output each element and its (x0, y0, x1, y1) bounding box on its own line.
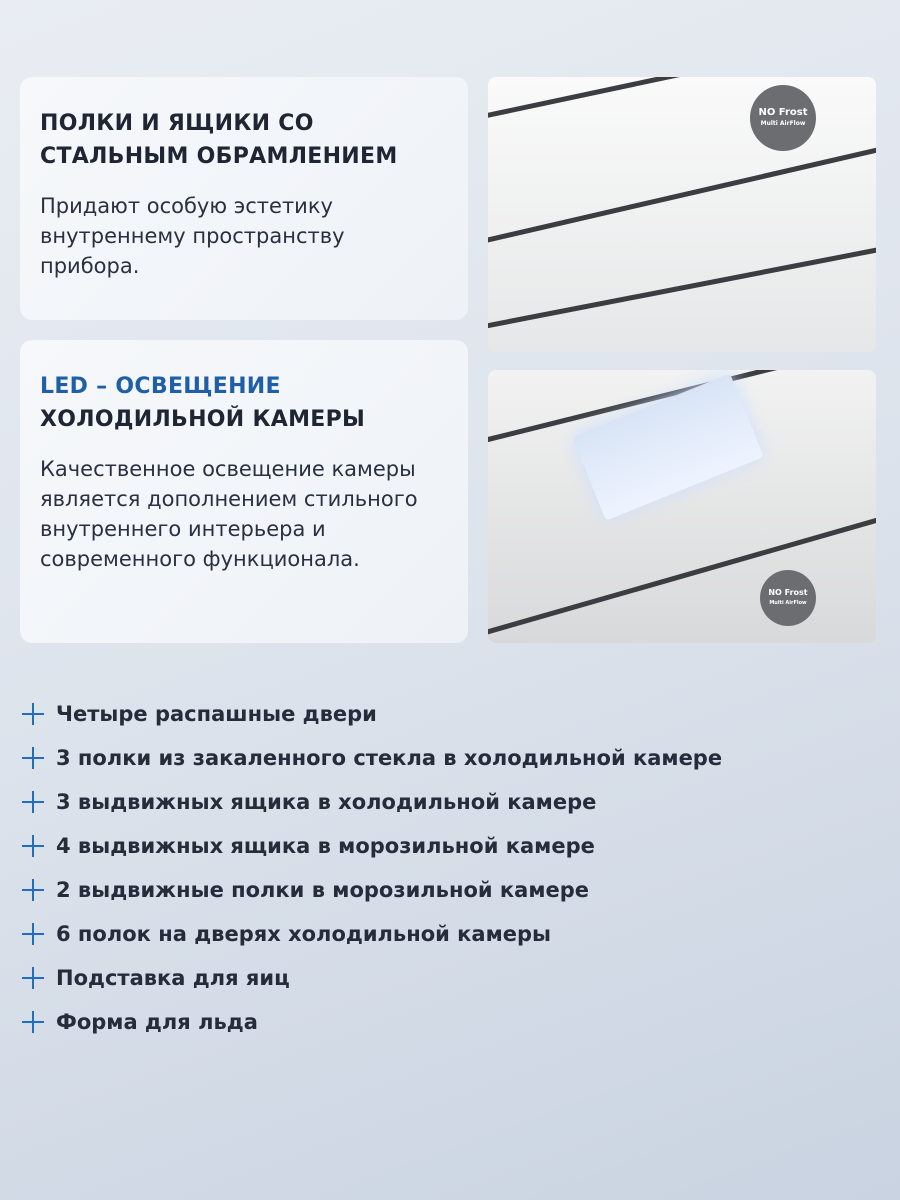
plus-icon (22, 835, 44, 857)
led-photo (488, 370, 876, 643)
shelves-text: Придают особую эстетику внутреннему пространству прибора. (40, 194, 345, 278)
shelves-card (20, 77, 468, 320)
feature-item: 3 выдвижных ящика в холодильной камере (22, 780, 722, 824)
shelves-photo (488, 77, 876, 352)
feature-item: Форма для льда (22, 1000, 722, 1044)
plus-icon (22, 791, 44, 813)
nofrost-badge: NO Frost Multi AirFlow (750, 85, 816, 151)
led-title: ХОЛОДИЛЬНОЙ КАМЕРЫ (40, 407, 366, 432)
feature-item: 3 полки из закаленного стекла в холодильной камере (22, 736, 722, 780)
shelves-title: ПОЛКИ И ЯЩИКИ СО СТАЛЬНЫМ ОБРАМЛЕНИЕМ (40, 111, 398, 169)
led-card (20, 340, 468, 643)
plus-icon (22, 967, 44, 989)
nofrost-badge-2: NO Frost Multi AirFlow (760, 570, 816, 626)
led-text: Качественное освещение камеры является дополнением стильного внутреннего интерьера и современного функционала. (40, 457, 418, 571)
plus-icon (22, 923, 44, 945)
feature-item: 6 полок на дверях холодильной камеры (22, 912, 722, 956)
feature-item: Четыре распашные двери (22, 692, 722, 736)
plus-icon (22, 1011, 44, 1033)
led-title-accent: LED – ОСВЕЩЕНИЕ (40, 374, 281, 399)
feature-item: 4 выдвижных ящика в морозильной камере (22, 824, 722, 868)
plus-icon (22, 747, 44, 769)
feature-item: 2 выдвижные полки в морозильной камере (22, 868, 722, 912)
plus-icon (22, 879, 44, 901)
features-list (22, 692, 722, 1044)
feature-item: Подставка для яиц (22, 956, 722, 1000)
plus-icon (22, 703, 44, 725)
